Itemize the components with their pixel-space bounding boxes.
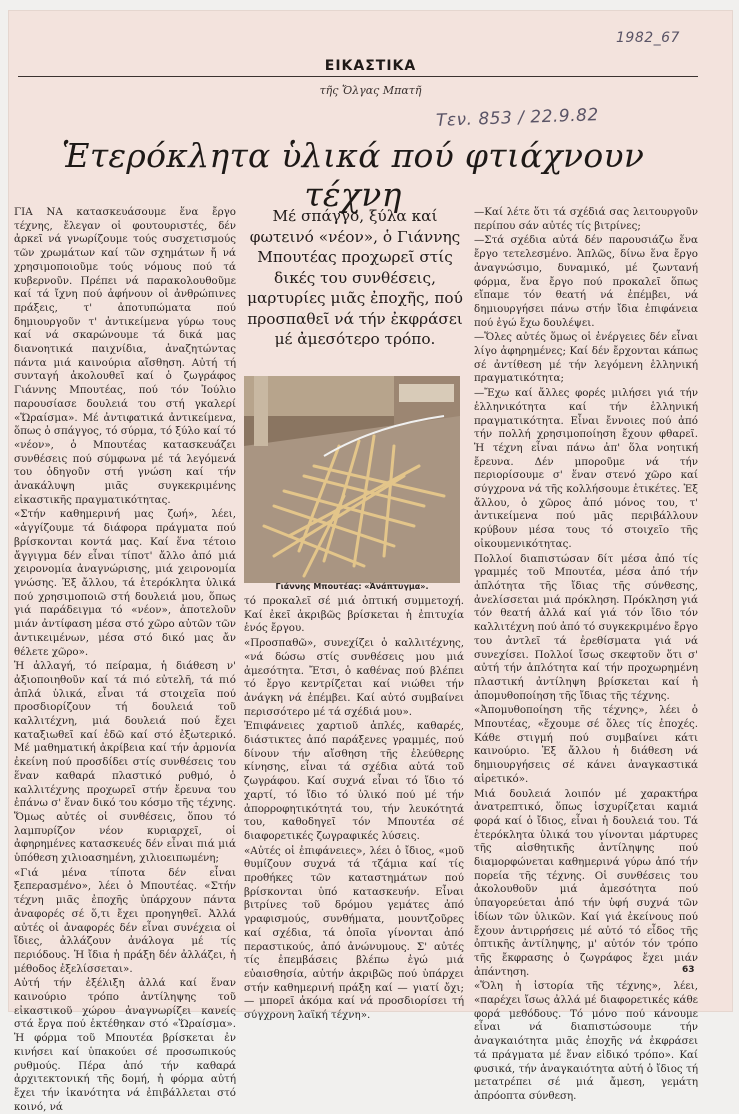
author-byline: τῆς Ὄλγας Μπατῆ	[319, 84, 422, 97]
paragraph: —Στά σχέδια αὐτά δέν παρουσιάζω ἕνα ἔργο τετελεσμένο. Ἁπλῶς, δίνω ἕνα ἔργο ἀναγνώσιμο, δυναμικό, μέ ζωντανή φόρμα, ἕνα ἔργο πού προκαλεῖ ὅπως εἴπαμε τόν θεατή νά ἐπέμβει, νά δημιουργήσει πάνω στήν ἴδια ἐπιφάνεια πού ἐγώ ἔχω δουλέψει.	[474, 234, 698, 329]
article-column-2	[244, 595, 464, 1022]
article-column-1	[14, 206, 236, 1113]
paragraph: ΓΙΑ ΝΑ κατασκευάσουμε ἕνα ἔργο τέχνης, ἔλεγαν οἱ φουτουριστές, δέν ἀρκεῖ νά γνωρίζουμε τούς συσχετισμούς τῶν χρωμάτων καί τῶν σχημάτων ἤ νά χρησιμοποιοῦμε τούς νόμους πού τά κυβερνοῦν. Πρέπει νά παρακολουθοῦμε καί τά ἴχνη πού ἀφήνουν οἱ ἀνθρώπινες πράξεις, τ' ἀποτυπώματα πού δημιουργοῦν τ' ἀντικείμενα γύρω τους καί νά σκαρώνουμε τά δικά μας διανοητικά παιχνίδια, ἀναζητώντας πάντα μιά καινούρια αἴσθηση. Αὐτή τή συνταγή ἀκολουθεῖ καί ὁ ζωγράφος Γιάννης Μπουτέας, πού τόν Ἰούλιο παρουσίασε δουλειά του στή γκαλερί «Ὥραίσμα». Μέ ἀντιφατικά ἀντικείμενα, ὅπως ὁ σπάγγος, τό σύρμα, τό ξύλο καί τό «νέον», ὁ Μπουτέας κατασκευάζει συνθέσεις πού σύμφωνα μέ τά λεγόμενά του ὁδηγοῦν στή γνώση καί τήν ἀνακάλυψη μιᾶς συγκεκριμένης εἰκαστικῆς πραγματικότητας.	[14, 206, 236, 506]
paragraph: Αὐτή τήν ἐξέλιξη ἀλλά καί ἕναν καινούριο τρόπο ἀντίληψης τοῦ εἰκαστικοῦ χώρου ἀναγνωρίζει κανείς στά ἔργα πού ἐκτέθηκαν στό «Ὥραίσμα». Ἡ φόρμα τοῦ Μπουτέα βρίσκεται ἐν κινήσει καί ὑπακούει σέ προσωπικούς ρυθμούς. Πέρα ἀπό τήν καθαρά ἀρχιτεκτονική τῆς δομή, ἡ φόρμα αὐτή ἔχει τήν ἱκανότητα νά ἐπιβάλλεται στό κοινό, νά	[14, 977, 236, 1113]
article-headline: Ἑτερόκλητα ὑλικά πού φτιάχνουν τέχνη	[61, 136, 645, 214]
paragraph: «Προσπαθῶ», συνεχίζει ὁ καλλιτέχνης, «νά δώσω στίς συνθέσεις μου μιά ἀμεσότητα. Ἔτσι, ὁ καθένας πού βλέπει τό ἔργο κεντρίζεται καί νιώθει τήν ἀνάγκη νά ἐπέμβει. Καί αὐτό συμβαίνει περισσότερο μέ τά σχέδιά μου».	[244, 637, 464, 718]
page-number: 63	[682, 965, 695, 975]
article-deck: Μέ σπάγγο, ξύλα καί φωτεινό «νέον», ὁ Γιάννης Μπουτέας προχωρεῖ στίς δικές του συνθέσεις, μαρτυρίες μιᾶς ἐποχῆς, πού προσπαθεῖ νά τήν ἐκφράσει μέ ἀμεσότερο τρόπο.	[247, 207, 463, 348]
paragraph: «Στήν καθημερινή μας ζωή», λέει, «ἀγγίζουμε τά διάφορα πράγματα πού βρίσκονται κοντά μας. Καί ἕνα τέτοιο ἄγγιγμα δέν εἶναι τίποτ' ἄλλο ἀπό μιά χειρονομία ἀναγνώρισης, μιά χειρονομία γνώσης. Ἐξ ἄλλου, τά ἑτερόκλητα ὑλικά πού χρησιμοποιῶ στή δουλειά μου, ὅπως γιά παράδειγμα τό «νέον», ἀποτελοῦν μιάν ἀντίφαση μέσα στό χῶρο αὐτῶν τῶν ἀντικειμένων, μέσα στό δικό μας ἄν θέλετε χῶρο».	[14, 508, 236, 658]
section-rule	[18, 76, 698, 77]
handwritten-archive-number: 1982_67	[616, 30, 680, 46]
paragraph: «Ὅλη ἡ ἱστορία τῆς τέχνης», λέει, «παρέχει ἴσως ἀλλά μέ διαφορετικές κάθε φορά μεθόδους. Τό μόνο πού κάνουμε εἶναι νά διαπιστώσουμε τήν ἀναγκαιότητα μιᾶς ἐποχῆς νά ἐκφράσει τά πράγματα μέ ἕναν εἰδικό τρόπο». Καί φυσικά, τήν ἀναγκαιότητα αὐτή ὁ ἴδιος τή μετατρέπει σέ μιά ἄμεση, γεμάτη ἀπρόοπτα σύνθεση.	[474, 980, 698, 1102]
photo-caption: Γιάννης Μπουτέας: «Ἀνάπτυγμα».	[275, 582, 429, 591]
handwritten-reference-note: Τεν. 853 / 22.9.82	[435, 105, 600, 131]
section-title: ΕΙΚΑΣΤΙΚΑ	[324, 58, 417, 74]
paragraph: «Γιά μένα τίποτα δέν εἶναι ξεπερασμένο», λέει ὁ Μπουτέας. «Στήν τέχνη μιᾶς ἐποχῆς ὑπάρχουν πάντα ἀναφορές σέ ὅ,τι ἔχει προηγηθεῖ. Ἀλλά αὐτές οἱ ἀναφορές δέν εἶναι συνέχεια οἱ ἴδιες, ἀλλάζουν ἀνάλογα μέ τίς περιόδους. Ἡ ἴδια ἡ πράξη δέν ἀλλάζει, ἡ μέθοδος ἐξελίσσεται».	[14, 866, 236, 975]
paragraph: «Ἀπομυθοποίηση τῆς τέχνης», λέει ὁ Μπουτέας, «ἔχουμε σέ ὅλες τίς ἐποχές. Κάθε στιγμή πού συμβαίνει κάτι καινούριο. Ἐξ ἄλλου ἡ διάθεση νά δημιουργήσεις σέ κάνει ἀναγκαστικά αἱρετικό».	[474, 704, 698, 785]
paragraph: Πολλοί διαπιστώσαν δίτ μέσα ἀπό τίς γραμμές τοῦ Μπουτέα, μέσα ἀπό τήν ἁπλότητα τῆς ἴδιας τῆς σύνθεσης, ἀνελίσσεται μιά πρόκληση. Πρόκληση γιά τόν θεατή ἀλλά καί γιά τόν ἴδιο τόν καλλιτέχνη πού ἀπό τό συγκεκριμένο ἔργο του ἀντλεῖ τά ἐρεθίσματα γιά νά συνεχίσει. Πολλοί ἴσως σκεφτοῦν ὅτι σ' αὐτή τήν ἁπλότητα καί τήν προχωρημένη πλαστική ἀντίληψη βρίσκεται καί ἡ ἀπομυθοποίηση τῆς ἴδιας τῆς τέχνης.	[474, 552, 698, 702]
paragraph: Ἡ ἀλλαγή, τό πείραμα, ἡ διάθεση ν' ἀξιοποιηθοῦν καί τά πιό εὐτελῆ, τά πιό ἁπλά ὑλικά, εἶναι τά στοιχεῖα πού προσδιορίζουν τή δουλειά τοῦ καλλιτέχνη, μιά δουλειά πού ἔχει καταξιωθεῖ καί ἐδῶ καί στό ἐξωτερικό. Μέ μαθηματική ἀκρίβεια καί τήν ἁρμονία ἐκείνη πού προσδίδει στίς συνθέσεις του ἕναν καθαρά πλαστικό ρυθμό, ὁ καλλιτέχνης προχωρεῖ στήν ἔρευνα του ἐπάνω σ' ἕναν δικό του κόσμο τῆς τέχνης. Ὅμως αὐτές οἱ συνθέσεις, ὅπου τό λαμπυρίζον νέον κυριαρχεῖ, οἱ ἀφηρημένες κατασκευές δέν εἶναι πιά μιά ὑπόθεση χιλιοασημένη, χιλιοειπωμένη;	[14, 660, 236, 865]
article-column-3	[474, 206, 698, 1102]
paragraph: —Ὅλες αὐτές ὅμως οἱ ἐνέργειες δέν εἶναι λίγο ἀφηρημένες; Καί δέν ἔρχονται κάπως σέ ἀντίθεση μέ τήν λεγόμενη ἑλληνική πραγματικότητα;	[474, 331, 698, 385]
paragraph: Ἐπιφάνειες χαρτιοῦ ἁπλές, καθαρές, διάστικτες ἀπό παράξενες γραμμές, πού δίνουν τήν αἴσθηση τῆς ἐλεύθερης κίνησης, εἶναι τά σχέδια αὐτά τοῦ ζωγράφου. Καί συχνά εἶναι τό ἴδιο τό χαρτί, τό ἴδιο τό ὑλικό πού μέ τήν ἀπορροφητικότητά του, τήν λευκότητά του, καθοδηγεῖ τόν Μπουτέα σέ διαφορετικές ζωγραφικές λύσεις.	[244, 720, 464, 842]
artwork-photo	[244, 376, 460, 583]
paragraph: —Καί λέτε ὅτι τά σχέδιά σας λειτουργοῦν περίπου σάν αὐτές τίς βιτρίνες;	[474, 206, 698, 232]
paragraph: Μιά δουλειά λοιπόν μέ χαρακτήρα ἀνατρεπτικό, ὅπως ἰσχυρίζεται καμιά φορά καί ὁ ἴδιος, εἶναι ἡ δουλειά του. Τά ἑτερόκλητα ὑλικά του γίνονται μάρτυρες τῆς αἰσθητικῆς ἀντίληψης πού διαμορφώνεται καθημερινά γύρω ἀπό τήν πορεία τῆς τέχνης. Οἱ συνθέσεις του ἀκολουθοῦν μιά ἀμεσότητα πού ὑπαγορεύεται ἀπό τήν ὑφή συχνά τῶν ἰδίων τῶν ὑλικῶν. Καί γιά ἐκείνους πού ἔχουν ἀντιρρήσεις μέ αὐτό τό εἶδος τῆς ὀπτικῆς ἀντίληψης, μ' αὐτόν τόν τρόπο τῆς ἔκφρασης ὁ ζωγράφος ἔχει μιάν ἀπάντηση.	[474, 787, 698, 978]
paragraph: —Ἔχω καί ἄλλες φορές μιλήσει γιά τήν ἑλληνικότητα καί τήν ἑλληνική πραγματικότητα. Εἶναι ἔννοιες πού ἀπό τήν πολλή χρησιμοποίηση ἔχουν φθαρεῖ. Ἡ τέχνη εἶναι πάνω ἀπ' ὅλα νοητική ἔρευνα. Δέν μποροῦμε νά τήν περιορίσουμε σ' ἕναν στενό χῶρο καί σύγχρονα νά τῆς κολλήσουμε ἐτικέτες. Ἐξ ἄλλου, ὁ χῶρος ἀπό μόνος του, τ' ἀντικείμενα πού μᾶς περιβάλλουν κρύβουν μέσα τους τό στοιχεῖο τῆς οἰκουμενικότητας.	[474, 387, 698, 550]
paragraph: τό προκαλεῖ σέ μιά ὀπτική συμμετοχή. Καί ἐκεῖ ἀκριβῶς βρίσκεται ἡ ἐπιτυχία ἑνός ἔργου.	[244, 595, 464, 635]
paragraph: «Αὐτές οἱ ἐπιφάνειες», λέει ὁ ἴδιος, «μοῦ θυμίζουν συχνά τά τζάμια καί τίς προθήκες τῶν καταστημάτων πού βρίσκονται ὑπό κατασκευήν. Εἶναι βιτρίνες τοῦ δρόμου γεμάτες ἀπό γραφισμούς, συνθήματα, μουντζοῦρες καί σχέδια, τά ὁποῖα γίνονται ἀπό περαστικούς, ἀπό ἀνώνυμους. Σ' αὐτές τίς ἐπεμβάσεις βλέπω ἐγώ μιά εὐαισθησία, αὐτήν ἀκριβῶς πού ὑπάρχει στήν καθημερινή πράξη καί — γιατί ὄχι; — μπορεῖ ἀκόμα καί νά προσδιορίσει τή σύγχρονη λαϊκή τέχνη».	[244, 844, 464, 1022]
newspaper-clipping	[8, 10, 733, 1113]
